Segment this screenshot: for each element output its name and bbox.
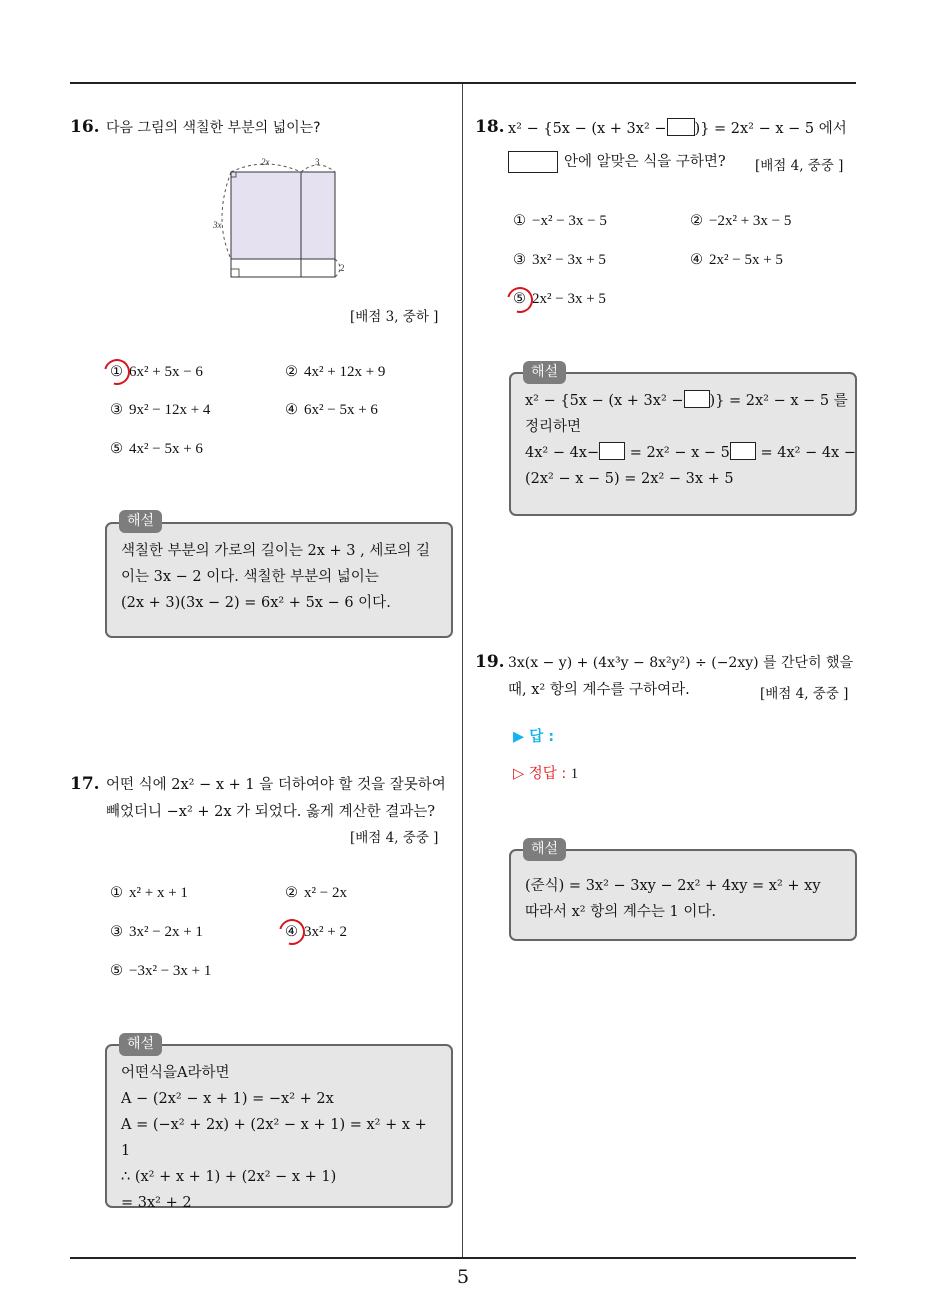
q16-choice-3[interactable] xyxy=(110,402,210,419)
q17-choice-5[interactable] xyxy=(110,963,211,980)
q17-explanation-box xyxy=(105,1044,453,1211)
q18-explanation-line-3 xyxy=(525,440,856,466)
q18-choice-2[interactable] xyxy=(690,213,791,230)
choice-expression: −x² − 3x − 5 xyxy=(532,213,607,229)
choice-number: ① xyxy=(513,213,526,229)
choice-number: ④ xyxy=(690,252,703,268)
q19-text-line-1: 3x(x − y) + (4x³y − 8x²y²) ÷ (−2xy) 를 간단히 했을 xyxy=(508,655,854,671)
choice-number: ② xyxy=(285,885,298,901)
choice-expression: 2x² − 5x + 5 xyxy=(709,252,783,268)
q18-text-line-1 xyxy=(508,114,847,144)
q16-explanation-line-3: (2x + 3)(3x − 2) = 6x² + 5x − 6 이다. xyxy=(121,595,391,611)
q19-correct-answer xyxy=(513,762,578,783)
q16-explanation-box xyxy=(105,522,453,638)
q17-explanation-line-2: A − (2x² − x + 1) = −x² + 2x xyxy=(121,1091,334,1107)
q18-score: [배점 4, 중중 ] xyxy=(755,158,844,174)
choice-number: ① xyxy=(110,885,123,901)
q18-explanation-line-3-a: 4x² − 4x− xyxy=(525,445,600,461)
choice-number: ② xyxy=(285,364,298,380)
q16-text: 다음 그림의 색칠한 부분의 넓이는? xyxy=(106,120,321,136)
q19-explanation-tag: 해설 xyxy=(523,838,566,861)
choice-number: ① xyxy=(110,364,123,380)
q18-explanation-line-1-pre: x² − {5x − (x + 3x² − xyxy=(525,393,684,409)
column-divider xyxy=(462,84,463,1258)
q18-text-line-2: 안에 알맞은 식을 구하면? xyxy=(564,154,726,170)
q17-explanation-line-4: ∴ (x² + x + 1) + (2x² − x + 1) xyxy=(121,1169,337,1185)
q16-explanation-line-1: 색칠한 부분의 가로의 길이는 2x + 3 , 세로의 길 xyxy=(121,543,430,559)
q16-figure-label-left: 3x xyxy=(213,220,222,230)
q16-choice-2[interactable] xyxy=(285,364,385,381)
q17-text-line-2: 빼었더니 −x² + 2x 가 되었다. 옳게 계산한 결과는? xyxy=(106,804,436,820)
bottom-rule xyxy=(70,1257,856,1259)
q16-number: 16. xyxy=(70,117,100,137)
q16-figure-label-top-right: 3 xyxy=(315,157,320,167)
q17-score: [배점 4, 중중 ] xyxy=(350,830,439,846)
q18-explanation-tag: 해설 xyxy=(523,361,566,384)
q17-choice-1[interactable] xyxy=(110,885,188,902)
q16-explanation-line-2: 이는 3x − 2 이다. 색칠한 부분의 넓이는 xyxy=(121,569,379,585)
q18-explanation-line-4: (2x² − x − 5) = 2x² − 3x + 5 xyxy=(525,471,734,487)
q19-correct-value: 1 xyxy=(570,766,579,782)
q18-text-pre: x² − {5x − (x + 3x² − xyxy=(508,121,667,137)
choice-expression: −2x² + 3x − 5 xyxy=(709,213,792,229)
choice-number: ⑤ xyxy=(110,441,123,457)
q16-choice-4[interactable] xyxy=(285,402,378,419)
q18-explanation-blank-3 xyxy=(730,442,756,460)
choice-number: ② xyxy=(690,213,703,229)
choice-expression: 9x² − 12x + 4 xyxy=(129,402,211,418)
q18-explanation-line-3-b: = 2x² − x − 5 xyxy=(625,445,730,461)
q16-score: [배점 3, 중하 ] xyxy=(350,309,439,325)
q19-explanation-line-1: (준식) = 3x² − 3xy − 2x² + 4xy = x² + xy xyxy=(525,878,821,894)
q16-figure xyxy=(205,150,355,285)
q19-explanation-box xyxy=(509,849,857,941)
q18-explanation-line-3-c: = 4x² − 4x − xyxy=(755,445,856,461)
q16-figure-label-top-left: 2x xyxy=(261,157,270,167)
q18-explanation-line-1-post: )} = 2x² − x − 5 를 xyxy=(709,393,848,409)
q17-selected-circle-icon xyxy=(274,914,310,950)
q17-choice-3[interactable] xyxy=(110,924,203,941)
q19-explanation-line-2: 따라서 x² 항의 계수는 1 이다. xyxy=(525,904,716,920)
q18-explanation-blank-2 xyxy=(599,442,625,460)
choice-expression: 3x² + 2 xyxy=(304,924,347,940)
choice-number: ③ xyxy=(513,252,526,268)
q19-correct-label: ▷ 정답 : xyxy=(513,766,567,782)
choice-expression: x² + x + 1 xyxy=(129,885,188,901)
q19-number: 19. xyxy=(475,652,505,672)
choice-expression: 6x² + 5x − 6 xyxy=(129,364,203,380)
choice-expression: −3x² − 3x + 1 xyxy=(129,963,212,979)
q17-explanation-line-1: 어떤식을A라하면 xyxy=(121,1065,230,1081)
choice-expression: 3x² − 2x + 1 xyxy=(129,924,203,940)
q19-score: [배점 4, 중중 ] xyxy=(760,686,849,702)
choice-expression: 4x² − 5x + 6 xyxy=(129,441,203,457)
q18-explanation-blank-1 xyxy=(684,390,710,408)
choice-number: ③ xyxy=(110,402,123,418)
q16-shaded-region xyxy=(231,172,335,259)
q18-selected-circle-icon xyxy=(502,282,538,318)
choice-number: ④ xyxy=(285,402,298,418)
q16-selected-circle-icon xyxy=(99,354,135,390)
q18-explanation-line-2: 정리하면 xyxy=(525,419,582,435)
q17-explanation-line-5: = 3x² + 2 xyxy=(121,1195,192,1211)
q16-choice-5[interactable] xyxy=(110,441,203,458)
q18-explanation-line-1 xyxy=(525,388,848,414)
choice-expression: x² − 2x xyxy=(304,885,347,901)
q17-text-line-1: 어떤 식에 2x² − x + 1 을 더하여야 할 것을 잘못하여 xyxy=(106,777,446,793)
choice-expression: 6x² − 5x + 6 xyxy=(304,402,378,418)
q16-figure-label-right: 2 xyxy=(340,263,345,273)
choice-expression: 3x² − 3x + 5 xyxy=(532,252,606,268)
q18-blank-box-large xyxy=(508,151,558,173)
q18-number: 18. xyxy=(475,117,505,137)
q18-choice-3[interactable] xyxy=(513,252,606,269)
q19-answer-label: ▶ 답 : xyxy=(513,729,555,745)
q17-number: 17. xyxy=(70,774,100,794)
q19-text-line-2: 때, x² 항의 계수를 구하여라. xyxy=(508,682,690,698)
choice-expression: 2x² − 3x + 5 xyxy=(532,291,606,307)
choice-number: ⑤ xyxy=(110,963,123,979)
choice-expression: 4x² + 12x + 9 xyxy=(304,364,386,380)
q16-explanation-tag: 해설 xyxy=(119,510,162,533)
choice-number: ④ xyxy=(285,924,298,940)
q17-explanation-line-3: A = (−x² + 2x) + (2x² − x + 1) = x² + x + 1 xyxy=(121,1117,427,1159)
q18-blank-box xyxy=(667,118,695,136)
q18-choice-1[interactable] xyxy=(513,213,607,230)
page-number: 5 xyxy=(456,1266,470,1288)
q17-explanation-tag: 해설 xyxy=(119,1033,162,1056)
q18-choice-4[interactable] xyxy=(690,252,783,269)
q18-explanation-box xyxy=(509,372,857,516)
choice-number: ③ xyxy=(110,924,123,940)
q18-text-post: )} = 2x² − x − 5 에서 xyxy=(694,121,847,137)
q17-choice-2[interactable] xyxy=(285,885,347,902)
choice-number: ⑤ xyxy=(513,291,526,307)
